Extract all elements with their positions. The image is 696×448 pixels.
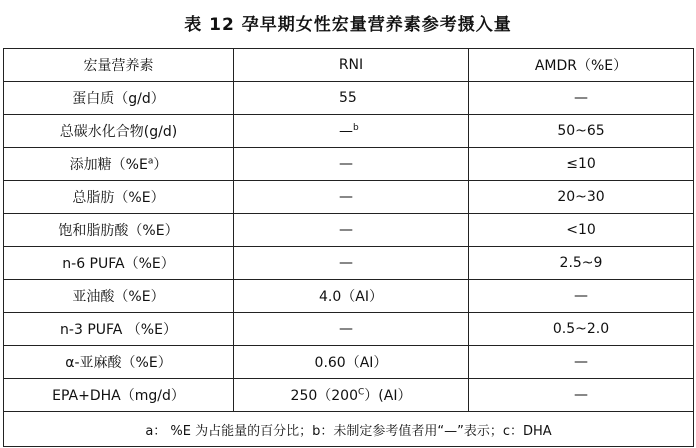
row-rni bbox=[234, 379, 469, 412]
table-row bbox=[4, 82, 694, 115]
header-nutrient: 宏量营养素 bbox=[4, 49, 234, 82]
row-rni: 4.0（AI） bbox=[234, 280, 469, 313]
row-name: EPA+DHA（mg/d） bbox=[4, 379, 234, 412]
table-row bbox=[4, 346, 694, 379]
rni-superscript: b bbox=[353, 122, 359, 133]
header-row bbox=[4, 49, 694, 82]
table-row bbox=[4, 379, 694, 412]
row-rni: 0.60（AI） bbox=[234, 346, 469, 379]
row-rni bbox=[234, 115, 469, 148]
rni-value: 250（200 bbox=[290, 388, 358, 404]
row-rni: — bbox=[234, 181, 469, 214]
row-amdr: ≤10 bbox=[469, 148, 694, 181]
row-name: n-6 PUFA（%E） bbox=[4, 247, 234, 280]
table-row bbox=[4, 181, 694, 214]
footnote-row bbox=[4, 412, 694, 447]
row-rni: — bbox=[234, 313, 469, 346]
row-amdr: — bbox=[469, 379, 694, 412]
row-amdr: 0.5~2.0 bbox=[469, 313, 694, 346]
rni-value: — bbox=[339, 123, 353, 140]
row-name: 饱和脂肪酸（%E） bbox=[4, 214, 234, 247]
row-amdr: 50~65 bbox=[469, 115, 694, 148]
rni-tail: ）(AI） bbox=[364, 388, 412, 404]
row-amdr: <10 bbox=[469, 214, 694, 247]
table-row bbox=[4, 115, 694, 148]
row-name: α-亚麻酸（%E） bbox=[4, 346, 234, 379]
footnote: a： %E 为占能量的百分比；b：未制定参考值者用“—”表示；c：DHA bbox=[4, 412, 694, 447]
header-amdr: AMDR（%E） bbox=[469, 49, 694, 82]
table-title: 表 12 孕早期女性宏量营养素参考摄入量 bbox=[184, 15, 512, 35]
table-row bbox=[4, 313, 694, 346]
row-name: 蛋白质（g/d） bbox=[4, 82, 234, 115]
name-tail: ） bbox=[153, 157, 168, 173]
name-superscript: a bbox=[147, 156, 154, 167]
row-rni: 55 bbox=[234, 82, 469, 115]
row-amdr: — bbox=[469, 346, 694, 379]
row-name: n-3 PUFA （%E） bbox=[4, 313, 234, 346]
row-rni: — bbox=[234, 148, 469, 181]
row-rni: — bbox=[234, 214, 469, 247]
row-amdr: — bbox=[469, 82, 694, 115]
table-row bbox=[4, 148, 694, 181]
name-text: 添加糖（%E bbox=[69, 157, 148, 173]
nutrient-table bbox=[3, 48, 694, 447]
row-amdr: 2.5~9 bbox=[469, 247, 694, 280]
row-amdr: 20~30 bbox=[469, 181, 694, 214]
row-name: 总碳水化合物(g/d) bbox=[4, 115, 234, 148]
table-row bbox=[4, 214, 694, 247]
row-name: 总脂肪（%E） bbox=[4, 181, 234, 214]
rni-superscript: C bbox=[357, 387, 365, 398]
row-name bbox=[4, 148, 234, 181]
row-rni: — bbox=[234, 247, 469, 280]
row-amdr: — bbox=[469, 280, 694, 313]
row-name: 亚油酸（%E） bbox=[4, 280, 234, 313]
header-rni: RNI bbox=[234, 49, 469, 82]
table-row bbox=[4, 247, 694, 280]
table-row bbox=[4, 280, 694, 313]
